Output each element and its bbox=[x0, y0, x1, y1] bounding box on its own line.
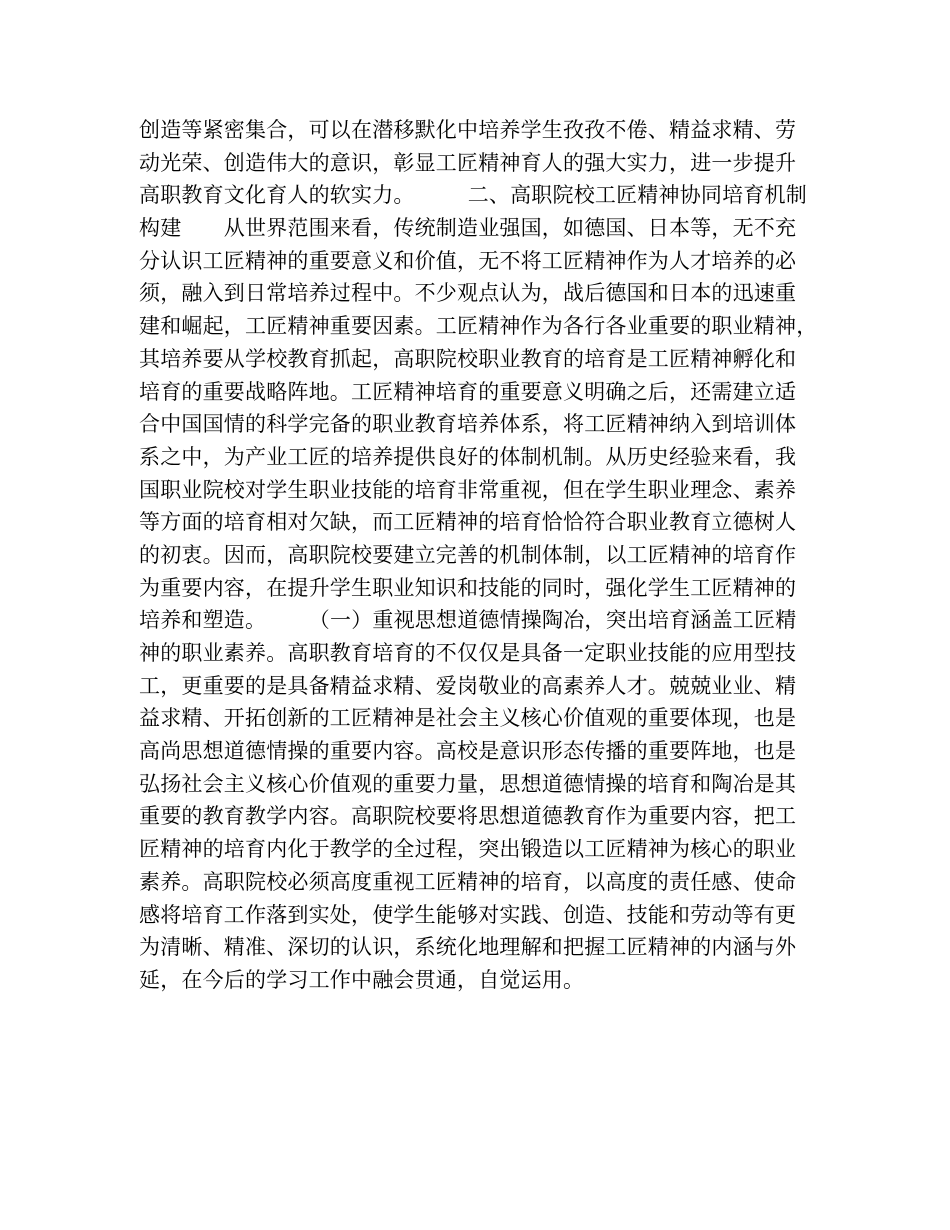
text-line: 创造等紧密集合，可以在潜移默化中培养学生孜孜不倦、精益求精、劳 bbox=[139, 118, 797, 142]
text-line: 分认识工匠精神的重要意义和价值，无不将工匠精神作为人才培养的必 bbox=[139, 248, 797, 273]
text-line: 高职教育文化育人的软实力。 二、高职院校工匠精神协同培育机制 bbox=[139, 183, 807, 208]
text-line: 构建 从世界范围来看，传统制造业强国，如德国、日本等，无不充 bbox=[139, 216, 797, 241]
text-line: 弘扬社会主义核心价值观的重要力量，思想道德情操的培育和陶冶是其 bbox=[139, 771, 797, 796]
text-line: 感将培育工作落到实处，使学生能够对实践、创造、技能和劳动等有更 bbox=[139, 902, 797, 927]
text-line: 高尚思想道德情操的重要内容。高校是意识形态传播的重要阵地，也是 bbox=[139, 739, 797, 764]
text-line: 等方面的培育相对欠缺，而工匠精神的培育恰恰符合职业教育立德树人 bbox=[139, 510, 797, 535]
text-line: 建和崛起，工匠精神重要因素。工匠精神作为各行各业重要的职业精神， bbox=[139, 314, 818, 339]
text-line: 动光荣、创造伟大的意识，彰显工匠精神育人的强大实力，进一步提升 bbox=[139, 150, 797, 175]
text-line: 的初衷。因而，高职院校要建立完善的机制体制，以工匠精神的培育作 bbox=[139, 542, 797, 567]
text-line: 延，在今后的学习工作中融会贯通，自觉运用。 bbox=[139, 967, 585, 992]
text-line: 合中国国情的科学完备的职业教育培养体系，将工匠精神纳入到培训体 bbox=[139, 412, 797, 437]
text-line: 工，更重要的是具备精益求精、爱岗敬业的高素养人才。兢兢业业、精 bbox=[139, 673, 797, 698]
text-line: 培育的重要战略阵地。工匠精神培育的重要意义明确之后，还需建立适 bbox=[139, 379, 797, 404]
text-line: 其培养要从学校教育抓起，高职院校职业教育的培育是工匠精神孵化和 bbox=[139, 346, 797, 371]
text-line: 系之中，为产业工匠的培养提供良好的体制机制。从历史经验来看，我 bbox=[139, 444, 797, 469]
text-line: 益求精、开拓创新的工匠精神是社会主义核心价值观的重要体现，也是 bbox=[139, 706, 797, 731]
text-line: 重要的教育教学内容。高职院校要将思想道德教育作为重要内容，把工 bbox=[139, 804, 797, 829]
text-line: 须，融入到日常培养过程中。不少观点认为，战后德国和日本的迅速重 bbox=[139, 281, 797, 306]
text-line: 国职业院校对学生职业技能的培育非常重视，但在学生职业理念、素养 bbox=[139, 477, 797, 502]
body-text bbox=[139, 114, 829, 997]
text-line: 培养和塑造。 （一）重视思想道德情操陶冶，突出培育涵盖工匠精 bbox=[139, 608, 797, 633]
text-line: 匠精神的培育内化于教学的全过程，突出锻造以工匠精神为核心的职业 bbox=[139, 837, 797, 862]
text-line: 素养。高职院校必须高度重视工匠精神的培育，以高度的责任感、使命 bbox=[139, 869, 797, 894]
text-line: 为重要内容，在提升学生职业知识和技能的同时，强化学生工匠精神的 bbox=[139, 575, 797, 600]
text-line: 神的职业素养。高职教育培育的不仅仅是具备一定职业技能的应用型技 bbox=[139, 641, 797, 665]
text-line: 为清晰、精准、深切的认识，系统化地理解和把握工匠精神的内涵与外 bbox=[139, 935, 797, 960]
